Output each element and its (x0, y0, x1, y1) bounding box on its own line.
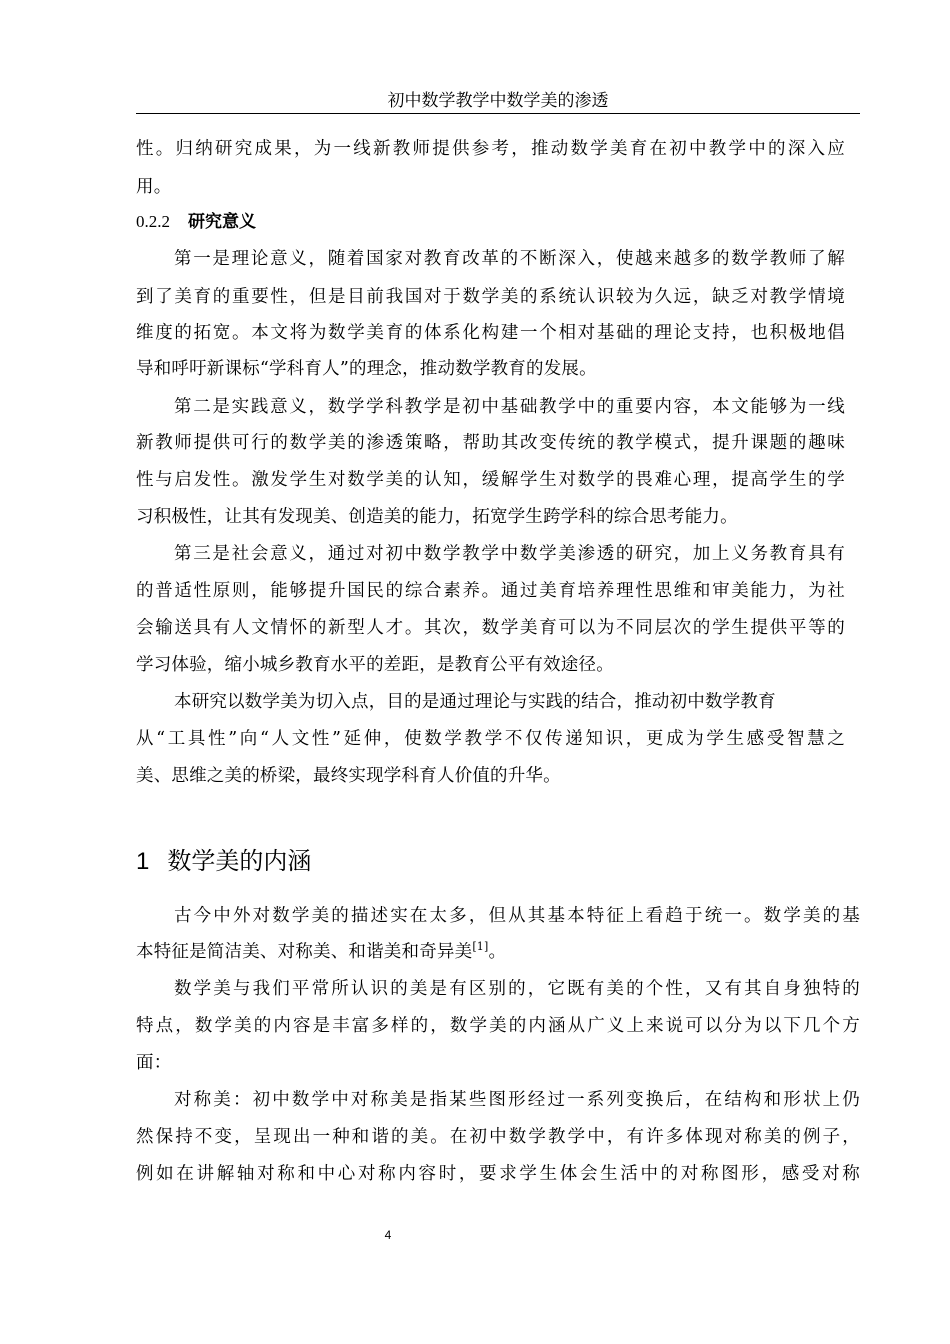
body-line: 古今中外对数学美的描述实在太多，但从其基本特征上看趋于统一。数学美的基 (174, 906, 860, 926)
body-line: 性与启发性。激发学生对数学美的认知，缓解学生对数学的畏难心理，提高学生的学 (136, 470, 845, 490)
body-line: 学习体验，缩小城乡教育水平的差距，是教育公平有效途径。 (136, 655, 614, 675)
body-line: 本研究以数学美为切入点，目的是通过理论与实践的结合，推动初中数学教育 (174, 692, 776, 712)
body-line: 特点，数学美的内容是丰富多样的，数学美的内涵从广义上来说可以分为以下几个方 (136, 1016, 860, 1036)
body-line: 的普适性原则，能够提升国民的综合素养。通过美育培养理性思维和审美能力，为社 (136, 581, 845, 601)
body-line: 维度的拓宽。本文将为数学美育的体系化构建一个相对基础的理论支持，也积极地倡 (136, 323, 845, 343)
body-line: 从“工具性”向“人文性”延伸，使数学教学不仅传递知识，更成为学生感受智慧之 (136, 729, 845, 749)
body-line (136, 939, 506, 965)
section-title: 数学美的内涵 (167, 847, 312, 875)
body-line: 面： (136, 1053, 172, 1073)
header-rule (136, 113, 860, 114)
body-line: 到了美育的重要性，但是目前我国对于数学美的系统认识较为久远，缺乏对教学情境 (136, 287, 845, 307)
section-number: 1 (136, 848, 150, 875)
body-line: 第三是社会意义，通过对初中数学教学中数学美渗透的研究，加上义务教育具有 (174, 544, 845, 564)
body-line: 美、思维之美的桥梁，最终实现学科育人价值的升华。 (136, 766, 561, 786)
body-line: 第二是实践意义，数学学科教学是初中基础教学中的重要内容，本文能够为一线 (174, 397, 845, 417)
body-text: 。 (488, 942, 507, 962)
body-line: 数学美与我们平常所认识的美是有区别的，它既有美的个性，又有其自身独特的 (174, 979, 860, 999)
page-number: 4 (384, 1228, 392, 1242)
subsection-heading (136, 210, 256, 234)
running-header: 初中数学教学中数学美的渗透 (387, 91, 609, 111)
body-line: 第一是理论意义，随着国家对教育改革的不断深入，使越来越多的数学教师了解 (174, 249, 845, 269)
body-line: 例如在讲解轴对称和中心对称内容时，要求学生体会生活中的对称图形，感受对称 (136, 1164, 860, 1184)
body-line: 导和呼吁新课标“学科育人”的理念，推动数学教育的发展。 (136, 359, 597, 379)
subsection-title: 研究意义 (188, 212, 256, 232)
section-heading (136, 845, 311, 878)
body-line: 习积极性，让其有发现美、创造美的能力，拓宽学生跨学科的综合思考能力。 (136, 507, 738, 527)
citation-reference[interactable]: [1] (472, 940, 489, 953)
body-text: 本特征是简洁美、对称美、和谐美和奇异美 (136, 942, 473, 962)
body-line: 然保持不变，呈现出一种和谐的美。在初中数学教学中，有许多体现对称美的例子， (136, 1127, 860, 1147)
body-line: 新教师提供可行的数学美的渗透策略，帮助其改变传统的教学模式，提升课题的趣味 (136, 433, 845, 453)
body-line: 性。归纳研究成果，为一线新教师提供参考，推动数学美育在初中教学中的深入应 (136, 139, 845, 159)
subsection-number: 0.2.2 (136, 212, 170, 231)
body-line: 对称美：初中数学中对称美是指某些图形经过一系列变换后，在结构和形状上仍 (174, 1090, 860, 1110)
body-line: 会输送具有人文情怀的新型人才。其次，数学美育可以为不同层次的学生提供平等的 (136, 618, 845, 638)
body-line: 用。 (136, 177, 172, 197)
